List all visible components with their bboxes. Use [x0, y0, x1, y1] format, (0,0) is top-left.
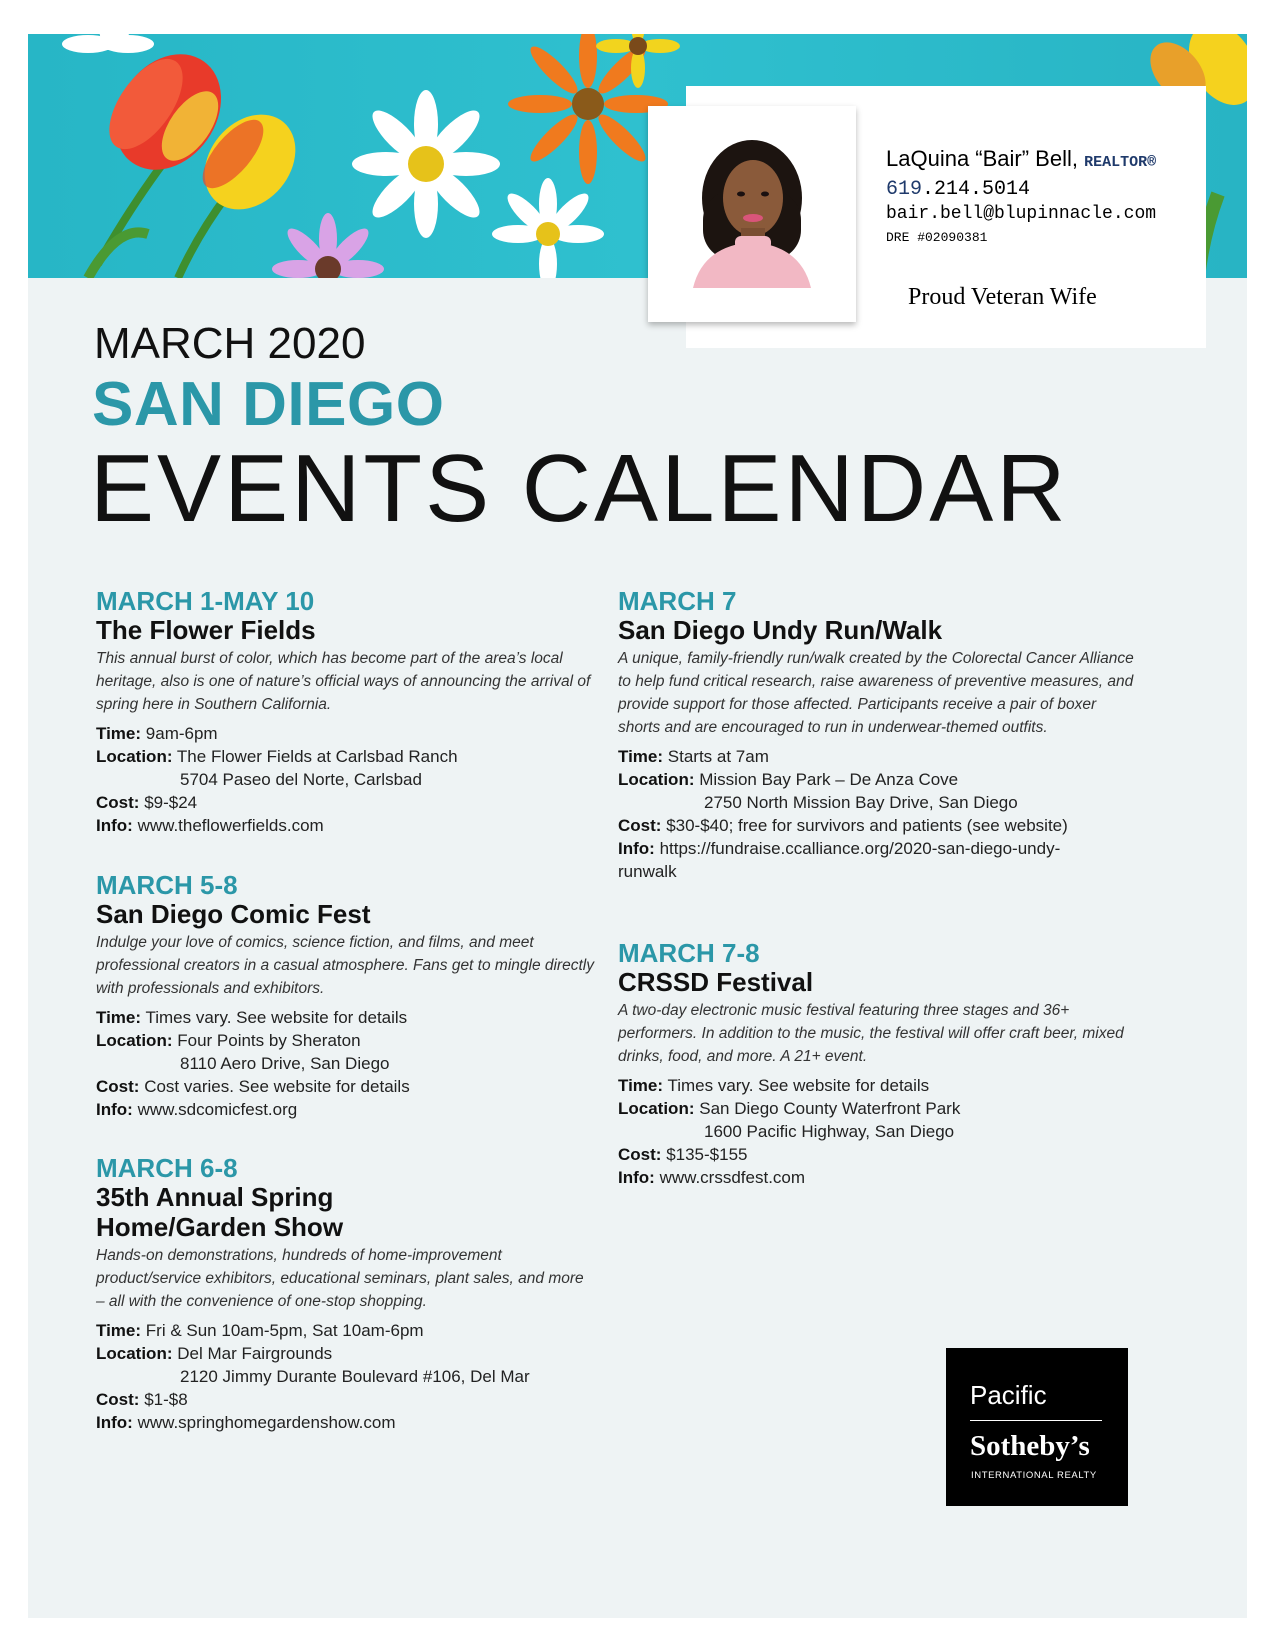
location-value: The Flower Fields at Carlsbad Ranch [176, 747, 458, 766]
cost-value: $30-$40; free for survivors and patients (see website) [666, 816, 1068, 835]
event-description: A unique, family-friendly run/walk created by the Colorectal Cancer Alliance to help fund critical research, raise awareness of preventive measures, and provide support for those affected. Participants receive a pair of boxer shorts and are encouraged to run in underwear-themed outfits. [618, 650, 1134, 736]
event-time [96, 722, 596, 745]
event-title: CRSSD Festival [618, 967, 814, 997]
event-location [96, 1342, 596, 1365]
event-home-garden-show [96, 1154, 596, 1434]
event-date: MARCH 6-8 [96, 1153, 238, 1183]
cost-value: $135-$155 [666, 1145, 748, 1164]
event-address: 1600 Pacific Highway, San Diego [704, 1122, 955, 1141]
logo-pacific: Pacific [970, 1380, 1047, 1410]
info-link[interactable]: www.crssdfest.com [659, 1168, 806, 1187]
agent-portrait-icon [673, 130, 831, 288]
header-month: MARCH 2020 [94, 319, 366, 368]
event-time [96, 1006, 596, 1029]
location-label: Location: [618, 770, 695, 789]
agent-phone-number: .214.5014 [922, 178, 1031, 201]
header-title: EVENTS CALENDAR [90, 435, 1069, 542]
event-title-line1: 35th Annual Spring [96, 1182, 334, 1212]
info-link[interactable]: www.theflowerfields.com [137, 816, 324, 835]
location-value: San Diego County Waterfront Park [699, 1099, 961, 1118]
event-info [96, 814, 596, 837]
event-location [618, 768, 1138, 791]
time-label: Time: [96, 724, 142, 743]
event-address: 2750 North Mission Bay Drive, San Diego [704, 793, 1018, 812]
event-location [96, 745, 596, 768]
time-value: 9am-6pm [145, 724, 218, 743]
event-description: A two-day electronic music festival featuring three stages and 36+ performers. In addition to the music, the festival will offer craft beer, mixed drinks, food, and more. A 21+ event. [618, 1002, 1124, 1065]
info-label: Info: [618, 1168, 655, 1187]
event-title-line2: Home/Garden Show [96, 1212, 344, 1242]
time-label: Time: [618, 1076, 664, 1095]
event-description: Hands-on demonstrations, hundreds of home-improvement product/service exhibitors, educational seminars, plant sales, and more – all with the convenience of one-stop shopping. [96, 1247, 584, 1310]
location-label: Location: [96, 1344, 173, 1363]
event-info [618, 837, 1138, 860]
agent-name-text: LaQuina “Bair” Bell, [886, 146, 1078, 171]
agent-tagline: Proud Veteran Wife [908, 284, 1097, 310]
agent-photo-frame [648, 106, 856, 322]
agent-photo [673, 130, 831, 288]
time-label: Time: [618, 747, 664, 766]
time-value: Times vary. See website for details [667, 1076, 930, 1095]
event-info [96, 1411, 596, 1434]
cost-value: $9-$24 [144, 793, 198, 812]
info-label: Info: [96, 1413, 133, 1432]
event-comic-fest [96, 871, 596, 1121]
info-link[interactable]: https://fundraise.ccalliance.org/2020-san-diego-undy- [659, 839, 1061, 858]
cost-label: Cost: [96, 793, 140, 812]
info-label: Info: [96, 816, 133, 835]
event-info [96, 1098, 596, 1121]
cost-value: Cost varies. See website for details [144, 1077, 410, 1096]
info-label: Info: [618, 839, 655, 858]
event-info-continued[interactable]: runwalk [618, 862, 677, 881]
agent-phone[interactable] [886, 178, 1030, 201]
event-cost [618, 814, 1138, 837]
event-info [618, 1166, 1138, 1189]
time-value: Times vary. See website for details [145, 1008, 408, 1027]
location-label: Location: [96, 747, 173, 766]
location-value: Del Mar Fairgrounds [177, 1344, 333, 1363]
event-date: MARCH 7 [618, 586, 737, 616]
event-address: 5704 Paseo del Norte, Carlsbad [180, 770, 422, 789]
event-cost [96, 1388, 596, 1411]
event-date: MARCH 5-8 [96, 870, 238, 900]
event-title: San Diego Undy Run/Walk [618, 615, 943, 645]
event-time [618, 1074, 1138, 1097]
info-link[interactable]: www.springhomegardenshow.com [137, 1413, 396, 1432]
location-value: Mission Bay Park – De Anza Cove [699, 770, 959, 789]
event-title: The Flower Fields [96, 615, 316, 645]
event-flower-fields [96, 587, 596, 837]
time-label: Time: [96, 1321, 142, 1340]
event-location [618, 1097, 1138, 1120]
agent-name [886, 146, 1156, 172]
event-title: San Diego Comic Fest [96, 899, 371, 929]
cost-value: $1-$8 [144, 1390, 188, 1409]
event-description: Indulge your love of comics, science fiction, and films, and meet professional creators in a casual atmosphere. Fans get to mingle directly with professionals and exhibitors. [96, 934, 594, 997]
event-description: This annual burst of color, which has become part of the area’s local heritage, also is one of nature’s official ways of announcing the arrival of spring here in Southern California. [96, 650, 591, 713]
time-label: Time: [96, 1008, 142, 1027]
location-label: Location: [96, 1031, 173, 1050]
event-date: MARCH 1-MAY 10 [96, 586, 315, 616]
info-link[interactable]: www.sdcomicfest.org [137, 1100, 298, 1119]
event-undy-run-walk [618, 587, 1138, 883]
logo-international-realty: INTERNATIONAL REALTY [971, 1470, 1097, 1481]
info-label: Info: [96, 1100, 133, 1119]
agent-email[interactable]: bair.bell@blupinnacle.com [886, 204, 1157, 224]
agent-designation: REALTOR® [1084, 154, 1157, 171]
header-city: SAN DIEGO [92, 370, 445, 439]
cost-label: Cost: [96, 1077, 140, 1096]
location-value: Four Points by Sheraton [177, 1031, 361, 1050]
event-crssd-festival [618, 939, 1138, 1189]
event-location [96, 1029, 596, 1052]
event-time [618, 745, 1138, 768]
sothebys-logo [946, 1348, 1128, 1506]
cost-label: Cost: [96, 1390, 140, 1409]
event-cost [96, 1075, 596, 1098]
logo-divider [970, 1420, 1102, 1421]
time-value: Starts at 7am [667, 747, 769, 766]
agent-dre-number: DRE #02090381 [886, 230, 988, 245]
event-date: MARCH 7-8 [618, 938, 760, 968]
event-time [96, 1319, 596, 1342]
event-cost [618, 1143, 1138, 1166]
location-label: Location: [618, 1099, 695, 1118]
time-value: Fri & Sun 10am-5pm, Sat 10am-6pm [145, 1321, 424, 1340]
cost-label: Cost: [618, 1145, 662, 1164]
cost-label: Cost: [618, 816, 662, 835]
event-cost [96, 791, 596, 814]
event-address: 8110 Aero Drive, San Diego [180, 1054, 390, 1073]
logo-sothebys: Sotheby’s [970, 1430, 1090, 1462]
agent-phone-area: 619 [886, 178, 923, 201]
event-address: 2120 Jimmy Durante Boulevard #106, Del Mar [180, 1367, 530, 1386]
